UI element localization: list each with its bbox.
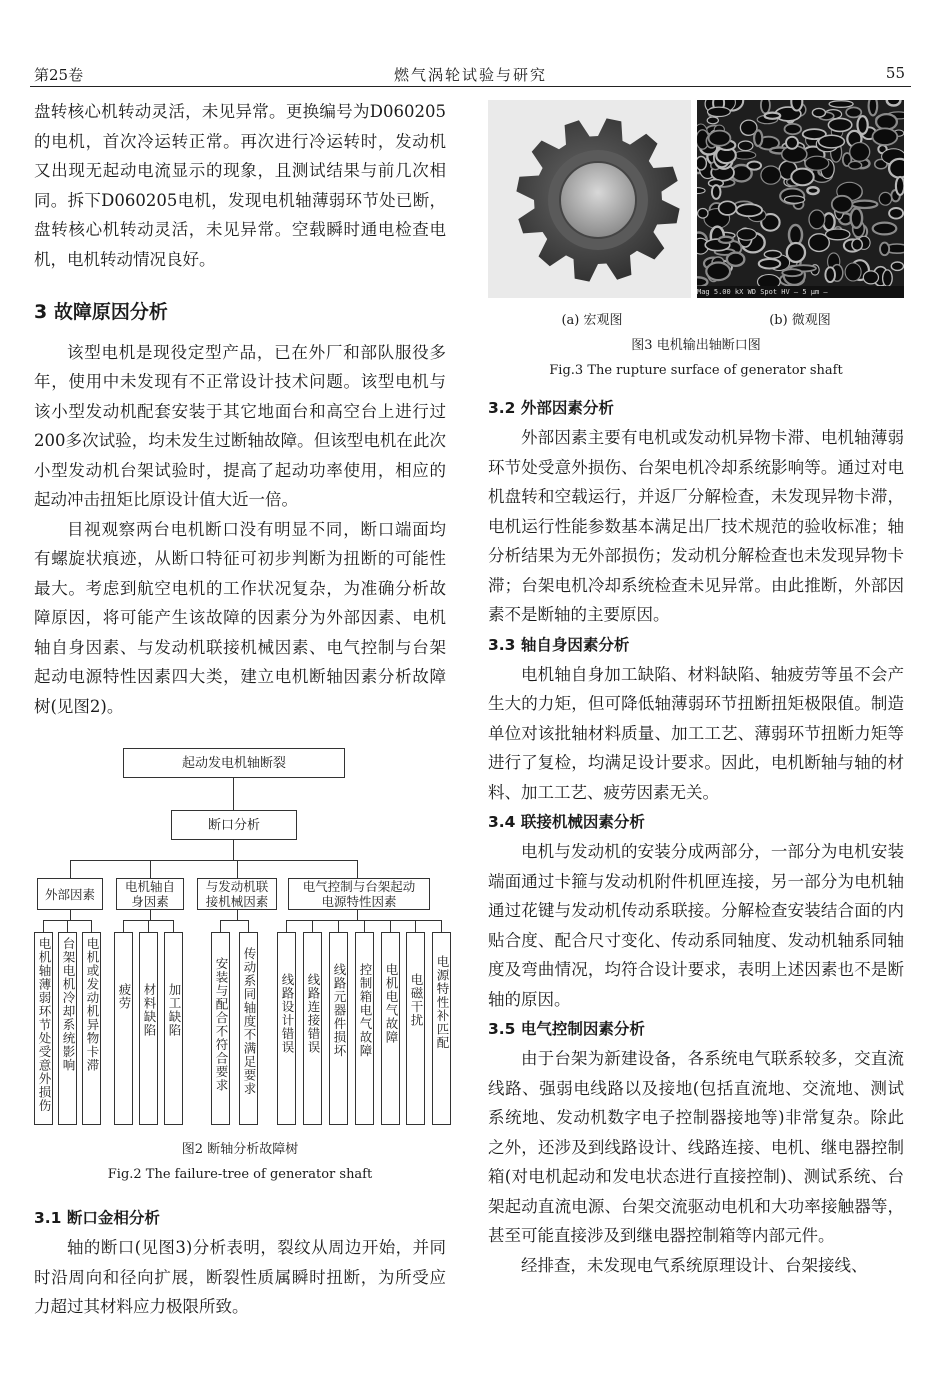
- tree-line: [173, 920, 174, 932]
- tree-line: [357, 860, 358, 878]
- macro-photo: [488, 100, 691, 298]
- fig3a-label: (a) 宏观图: [561, 313, 623, 328]
- page-number: 55: [885, 64, 905, 82]
- leaf-7: 安装与配合不符合要求: [211, 932, 230, 1125]
- group-mechanical: 与发动机联接机械因素: [197, 878, 277, 910]
- header-rule: [30, 86, 911, 87]
- leaf-10: 线路连接错误: [303, 932, 322, 1125]
- tree-line: [43, 920, 44, 932]
- tree-line: [237, 910, 238, 920]
- paragraph-3-5-continued: 经排查，未发现电气系统原理设计、台架接线、: [521, 1255, 868, 1275]
- section-3-3-heading: 3.3 轴自身因素分析: [488, 635, 630, 654]
- tree-line: [248, 920, 249, 932]
- fig2-caption-en: Fig.2 The failure-tree of generator shaft: [107, 1167, 373, 1182]
- leaf-14: 电磁干扰: [406, 932, 425, 1125]
- section-3-2-heading: 3.2 外部因素分析: [488, 399, 614, 417]
- leaf-11: 线路元器件损坏: [329, 932, 348, 1125]
- tree-line: [338, 920, 339, 932]
- paragraph-3-5-body: 由于台架为新建设备，各系统电气联系较多，交直流线路、强弱电线路以及接地(包括直流地、交流地、测试系统地、发动机数字电子控制器接地等)非常复杂。除此之外，还涉及到线路设计、线路连接、电机、继电器控制箱(对电机起动和发电状态进行直接控制)、测试系统、台架起动直流电源、台架交流驱动电机和大功率接触器等，甚至可能直接涉及到继电器控制箱等内部元件。: [488, 1049, 904, 1245]
- leaf-9: 线路设计错误: [277, 932, 296, 1125]
- tree-line: [67, 920, 68, 932]
- tree-line: [357, 910, 358, 920]
- leaf-5: 材料缺陷: [139, 932, 158, 1125]
- right-column: [488, 309, 904, 1280]
- tree-line: [286, 920, 287, 932]
- fig2-caption-cn: 图2 断轴分析故障树: [181, 1142, 299, 1157]
- leaf-3: 电机或发动机异物卡滞: [82, 932, 101, 1125]
- tree-line: [220, 920, 221, 932]
- tree-line: [70, 860, 357, 861]
- tree-line: [415, 920, 416, 932]
- micro-photo: [697, 100, 904, 298]
- tree-line: [220, 920, 248, 921]
- tree-line: [237, 860, 238, 878]
- tree-line: [150, 860, 151, 878]
- tree-line: [148, 920, 149, 932]
- tree-line: [70, 910, 71, 920]
- paragraph-3-2-body: 外部因素主要有电机或发动机异物卡滞、电机轴薄弱环节处受意外损伤、台架电机冷却系统影响等。通过对电机盘转和空载运行，并返厂分解检查，未发现异物卡滞，电机运行性能参数基本满足出厂技术规范的验收标准；轴分析结果为无外部损伤；发动机分解检查也未发现异物卡滞；台架电机冷却系统检查未见异常。由此推断，外部因素不是断轴的主要原因。: [488, 428, 904, 624]
- tree-level1: 断口分析: [171, 810, 297, 840]
- paragraph-3-3-body: 电机轴自身加工缺陷、材料缺陷、轴疲劳等虽不会产生大的力矩，但可降低轴薄弱环节扭断扭矩极限值。制造单位对该批轴材料质量、加工工艺、薄弱环节扭断力矩等进行了复检，均满足设计要求。因此，电机断轴与轴的材料、加工工艺、疲劳因素无关。: [488, 664, 904, 802]
- tree-line: [123, 920, 124, 932]
- leaf-13: 电机电气故障: [381, 932, 400, 1125]
- fig3-caption-en: Fig.3 The rupture surface of generator shaft: [549, 363, 843, 378]
- paragraph-3-1-body: 轴的断口(见图3)分析表明，裂纹从周边开始，并同时沿周向和径向扩展，断裂性质属瞬时扭断，为所受应力超过其材料应力极限所致。: [34, 1238, 446, 1316]
- left-column: [34, 97, 446, 721]
- left-column-bottom: [34, 1137, 446, 1322]
- paragraph-3-1: 该型电机是现役定型产品，已在外厂和部队服役多年，使用中未发现有不正常设计技术问题。该型电机与该小型发动机配套安装于其它地面台和高空台上进行过200多次试验，均未发生过断轴故障。但该型电机在此次小型发动机台架试验时，提高了起动功率使用，相应的起动冲击扭矩比原设计值大近一倍。: [34, 342, 446, 509]
- section-3-4-heading: 3.4 联接机械因素分析: [488, 813, 645, 831]
- paragraph-3-4-body: 电机与发动机的安装分成两部分，一部分为电机安装端面通过卡箍与发动机附件机匣连接，另一部分为电机轴通过花键与发动机传动系联接。分解检查安装结合面的内贴合度、配合尺寸变化、传动系同轴度、发动机轴系同轴度及弯曲情况，均符合设计要求，表明上述因素也不是断轴的原因。: [488, 842, 904, 1009]
- tree-line: [364, 920, 365, 932]
- tree-line: [390, 920, 391, 932]
- paragraph-3-2: 目视观察两台电机断口没有明显不同，断口端面均有螺旋状痕迹，从断口特征可初步判断为扭断的可能性最大。考虑到航空电机的工作状况复杂，为准确分析故障原因，将可能产生该故障的因素分为外部因素、电机轴自身因素、与发动机联接机械因素、电气控制与台架起动电源特性因素四大类，建立电机断轴因素分析故障树(见图2)。: [34, 519, 446, 716]
- tree-line: [150, 910, 151, 920]
- fig3-caption-cn: 图3 电机输出轴断口图: [631, 338, 761, 353]
- journal-title: 燃气涡轮试验与研究: [393, 66, 547, 84]
- leaf-12: 控制箱电气故障: [355, 932, 374, 1125]
- tree-line: [233, 840, 234, 860]
- tree-root: 起动发电机轴断裂: [123, 748, 345, 778]
- section-3-heading: 3 故障原因分析: [34, 301, 168, 323]
- group-shaft: 电机轴自身因素: [116, 878, 184, 910]
- sem-databar: Mag 5.00 kX WD Spot HV — 5 µm —: [697, 286, 904, 298]
- leaf-2: 台架电机冷却系统影响: [58, 932, 77, 1125]
- leaf-8: 传动系同轴度不满足要求: [239, 932, 258, 1125]
- section-3-1-heading: 3.1 断口金相分析: [34, 1209, 160, 1227]
- leaf-6: 加工缺陷: [164, 932, 183, 1125]
- leaf-1: 电机轴薄弱环节处受意外损伤: [34, 932, 53, 1125]
- group-external: 外部因素: [37, 878, 103, 910]
- tree-line: [441, 920, 442, 932]
- section-3-5-heading: 3.5 电气控制因素分析: [488, 1020, 645, 1038]
- leaf-15: 电源特性补匹配: [432, 932, 451, 1125]
- fig3b-label: (b) 微观图: [769, 313, 831, 328]
- tree-line: [233, 778, 234, 810]
- tree-line: [91, 920, 92, 932]
- paragraph-top: 盘转核心机转动灵活，未见异常。更换编号为D060205的电机，首次冷运转正常。再次进行冷运转时，发动机又出现无起动电流显示的现象，且测试结果与前几次相同。拆下D060205电机，发现电机轴薄弱环节处已断，盘转核心机转动灵活，未见异常。空载瞬时通电检查电机，电机转动情况良好。: [34, 102, 446, 269]
- group-electrical: 电气控制与台架起动电源特性因素: [288, 878, 430, 910]
- volume-label: 第25卷: [34, 66, 84, 84]
- tree-line: [312, 920, 313, 932]
- tree-line: [70, 860, 71, 878]
- leaf-4: 疲劳: [114, 932, 133, 1125]
